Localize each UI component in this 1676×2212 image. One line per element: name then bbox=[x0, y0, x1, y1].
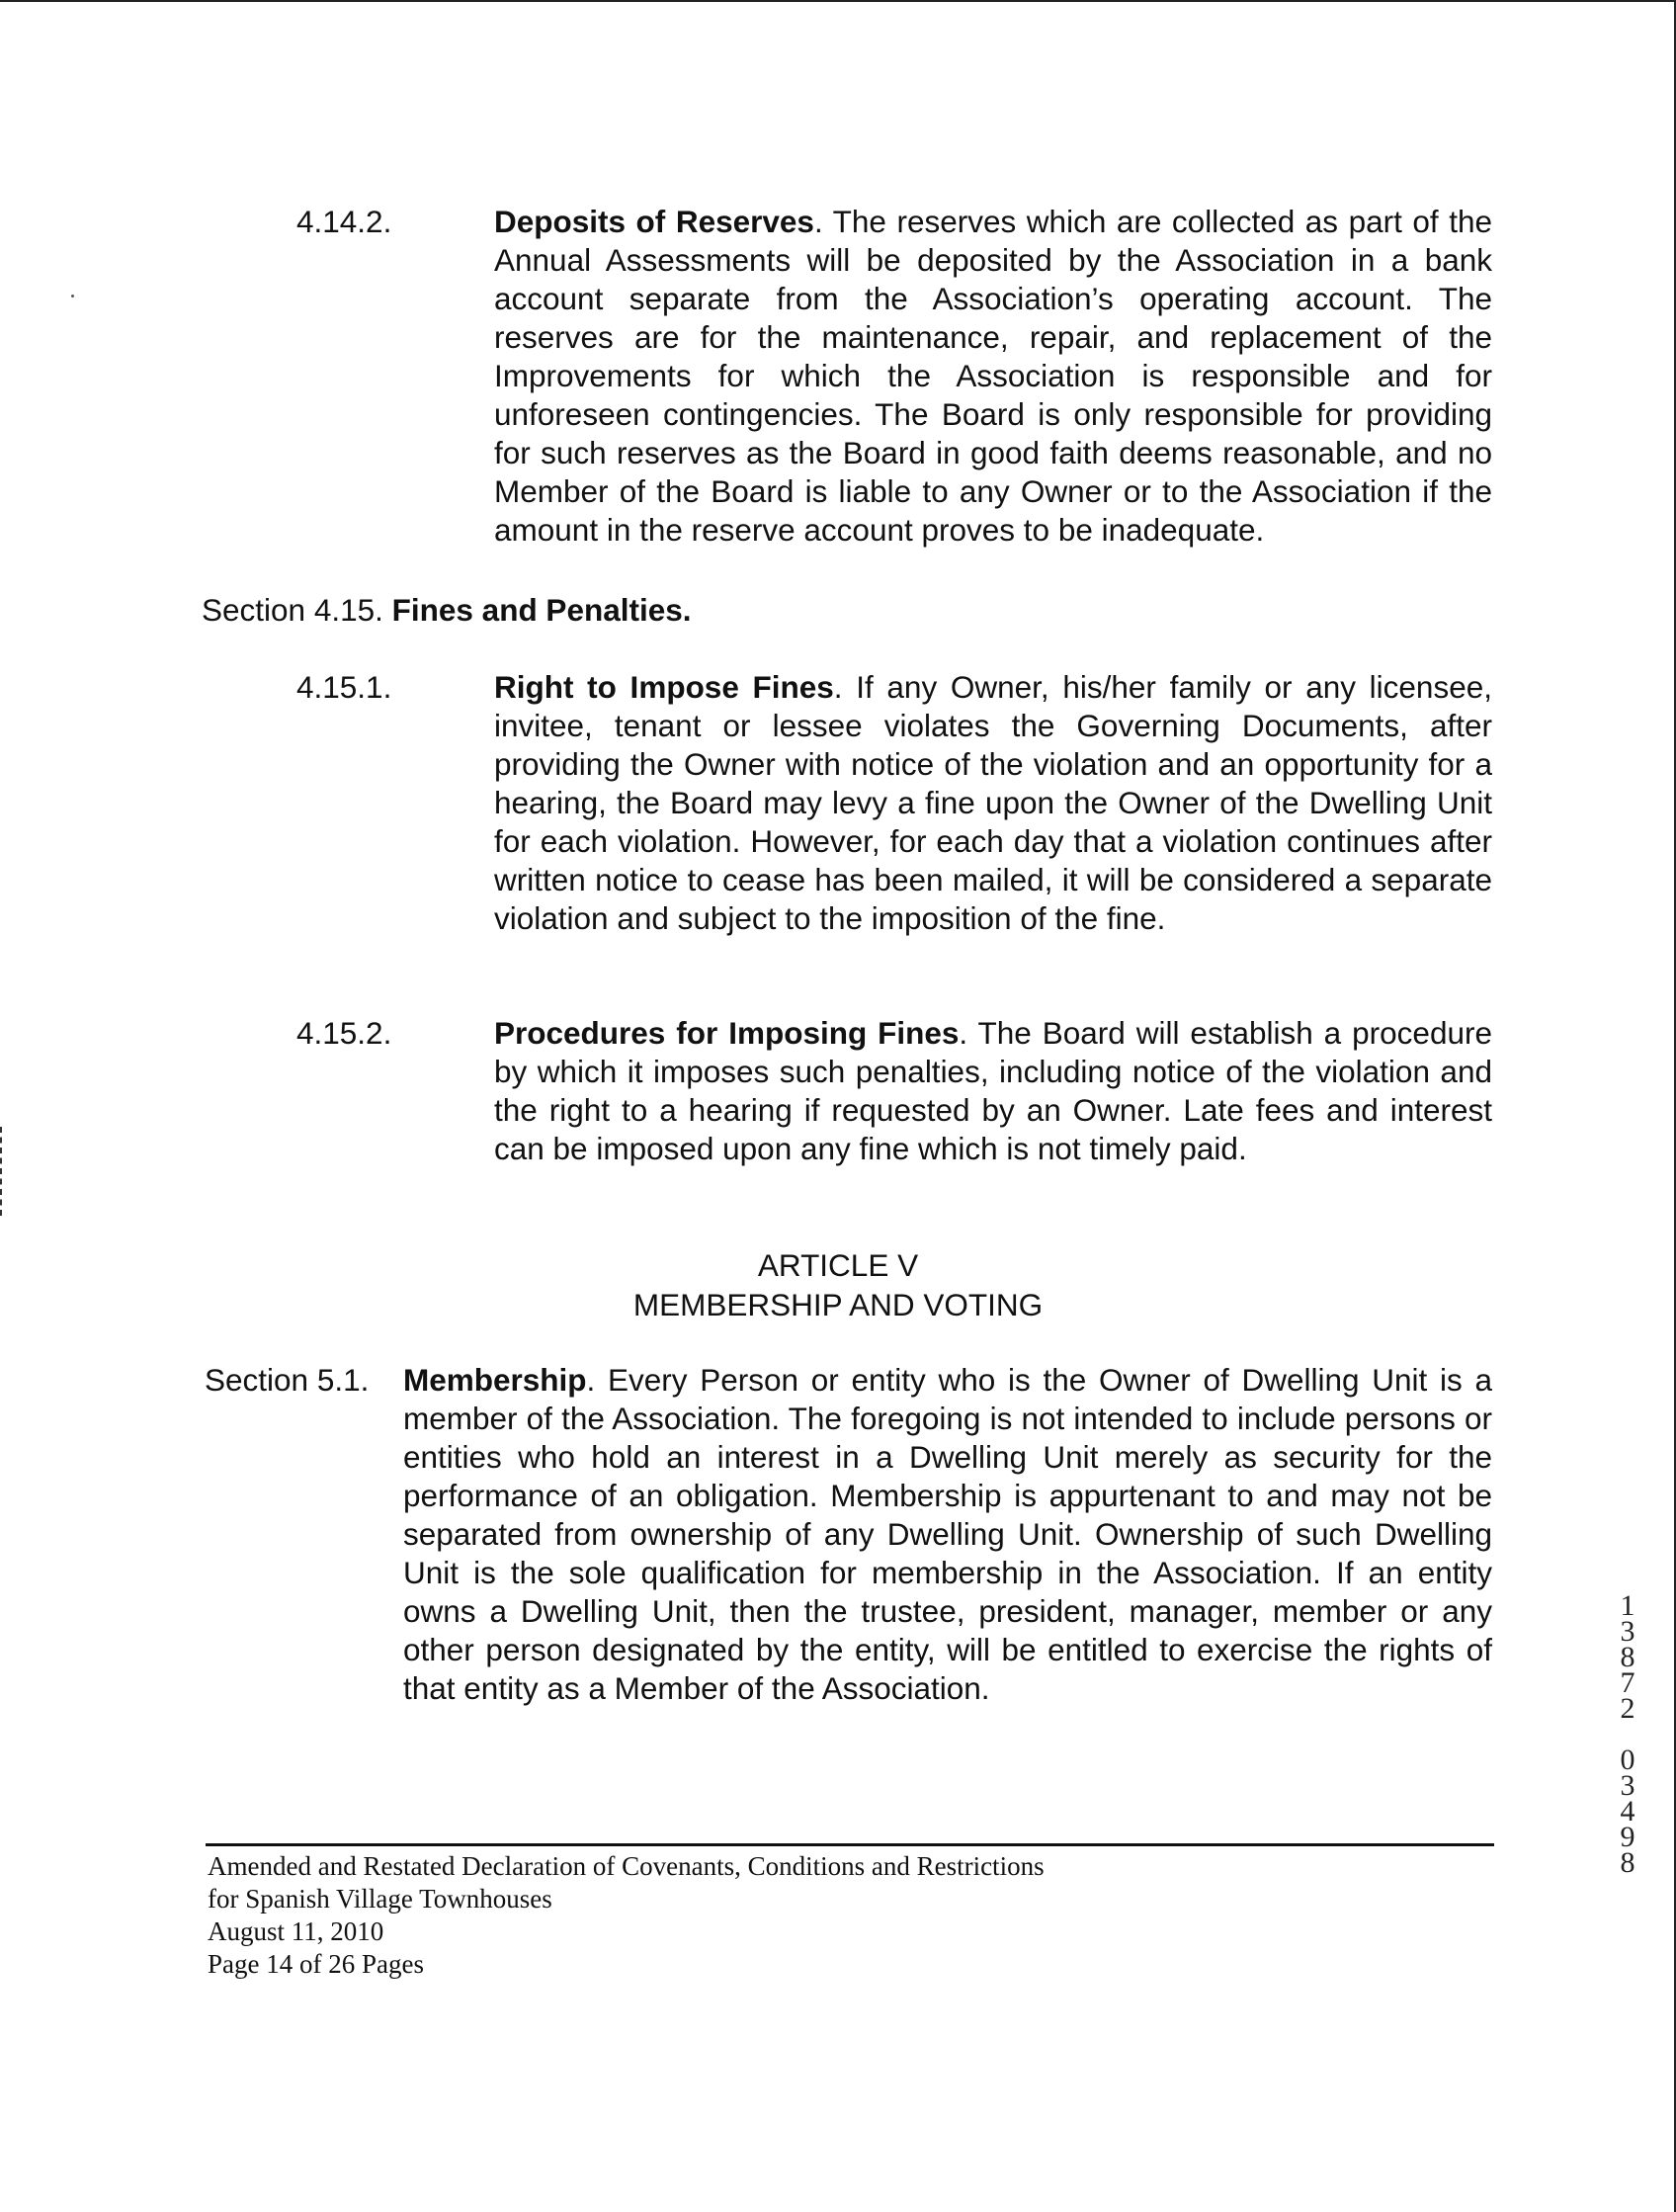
footer-date: August 11, 2010 bbox=[208, 1916, 384, 1946]
article-title: MEMBERSHIP AND VOTING bbox=[632, 1287, 1044, 1322]
footer bbox=[208, 1850, 1045, 1981]
clause-text: . The Board will establish a procedure by which it imposes such penalties, including notice of the violation and the right to a hearing if requested by an Owner. Late fees and interest can be imposed upon any fine which is not timely paid. bbox=[494, 1015, 1492, 1166]
bates-stamp: 1 3 8 7 2 0 3 4 9 8 bbox=[1620, 1589, 1635, 1879]
section-title: Fines and Penalties. bbox=[391, 592, 692, 628]
clause-heading: Deposits of Reserves bbox=[494, 204, 814, 239]
footer-title: Amended and Restated Declaration of Covenants, Conditions and Restrictions bbox=[208, 1851, 1045, 1881]
clause-4-15-1 bbox=[494, 668, 1492, 938]
clause-text: . If any Owner, his/her family or any licensee, invitee, tenant or lessee violates the Governing Documents, after providing the Owner with notice of the violation and an opportunity for a hearing, the Board may levy a fine upon the Owner of the Dwelling Unit for each violation. However, for each day that a violation continues after written notice to cease has been mailed, it will be considered a separate violation and subject to the imposition of the fine. bbox=[494, 669, 1492, 936]
section-heading-4-15 bbox=[202, 591, 692, 630]
section-text: . Every Person or entity who is the Owner of Dwelling Unit is a member of the Association. The foregoing is not intended to include persons or entities who hold an interest in a Dwelling Unit merely as security for the performance of an obligation. Membership is appurtenant to and may not be separated from ownership of any Dwelling Unit. Ownership of such Dwelling Unit is the sole qualification for membership in the Association. If an entity owns a Dwelling Unit, then the trustee, president, manager, member or any other person designated by the entity, will be entitled to exercise the rights of that entity as a Member of the Association. bbox=[403, 1362, 1492, 1706]
scan-speck bbox=[71, 295, 74, 298]
article-number: ARTICLE V bbox=[757, 1247, 919, 1283]
footer-rule bbox=[206, 1843, 1494, 1846]
scan-left-marks bbox=[0, 1127, 4, 1216]
clause-heading: Procedures for Imposing Fines bbox=[494, 1015, 960, 1051]
scan-border-top bbox=[0, 0, 1676, 2]
clause-number-4-15-2: 4.15.2. bbox=[296, 1015, 392, 1051]
clause-4-15-2 bbox=[494, 1014, 1492, 1168]
section-heading: Membership bbox=[403, 1362, 587, 1398]
footer-subtitle: for Spanish Village Townhouses bbox=[208, 1884, 552, 1914]
clause-heading: Right to Impose Fines bbox=[494, 669, 834, 705]
section-5-1 bbox=[403, 1361, 1492, 1708]
clause-number-4-14-2: 4.14.2. bbox=[296, 204, 392, 239]
footer-page-number: Page 14 of 26 Pages bbox=[208, 1949, 424, 1979]
section-label: Section 4.15. bbox=[202, 592, 383, 628]
clause-text: . The reserves which are collected as part of the Annual Assessments will be deposited by the Association in a bank account separate from the Association’s operating account. The reserves are for the maintenance, repair, and replacement of the Improvements for which the Association is responsible and for unforeseen contingencies. The Board is only responsible for providing for such reserves as the Board in good faith deems reasonable, and no Member of the Board is liable to any Owner or to the Association if the amount in the reserve account proves to be inadequate. bbox=[494, 204, 1492, 548]
section-label-5-1: Section 5.1. bbox=[205, 1362, 370, 1398]
clause-number-4-15-1: 4.15.1. bbox=[296, 669, 392, 705]
clause-4-14-2 bbox=[494, 203, 1492, 550]
